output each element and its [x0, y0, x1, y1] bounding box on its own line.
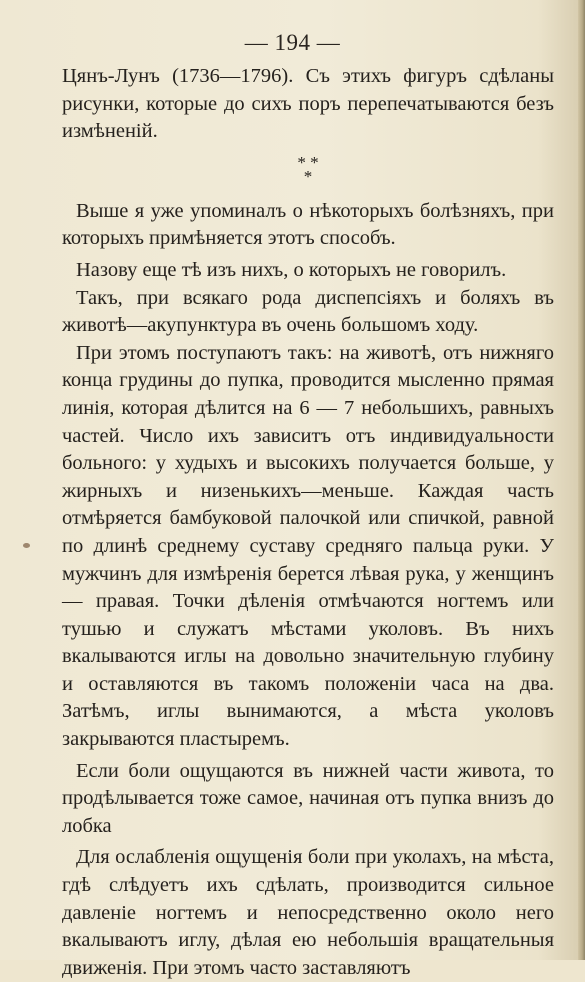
- ornament-top: * *: [297, 152, 319, 172]
- section-ornament: [62, 152, 554, 196]
- paragraph-3: Назову еще тѣ изъ нихъ, о которыхъ не говорилъ.: [76, 258, 507, 281]
- paragraph-6: Если боли ощущаются въ нижней части живота, то продѣлывается тоже самое, начиная отъ пупка внизъ до лобка: [62, 759, 554, 837]
- page-body: [62, 63, 554, 982]
- ornament-bottom: *: [303, 166, 313, 186]
- page-number: — 194 —: [244, 30, 341, 55]
- ink-blot: [23, 543, 30, 548]
- page-edge: [578, 0, 585, 960]
- paragraph-7: Для ослабленія ощущенія боли при уколахъ, на мѣста, гдѣ слѣдуетъ ихъ сдѣлать, производится сильное давленіе ногтемъ и непосредственно около него вкалываютъ иглу, дѣлая ею небольшія вращательныя движенія. При этомъ часто заставляютъ: [62, 846, 554, 979]
- paragraph-5: При этомъ поступаютъ такъ: на животѣ, отъ нижняго конца грудины до пупка, проводится мысленно прямая линія, которая дѣлится на 6 — 7 небольшихъ, равныхъ частей. Число ихъ зависитъ отъ индивидуальности больного: у худыхъ и высокихъ получается больше, у жирныхъ и низенькихъ—меньше. Каждая часть отмѣряется бамбуковой палочкой или спичкой, равной по длинѣ среднему суставу средняго пальца руки. У мужчинъ для измѣренія берется лѣвая рука, у женщинъ — правая. Точки дѣленія отмѣчаются ногтемъ или тушью и служатъ мѣстами уколовъ. Въ нихъ вкалываются иглы на довольно значительную глубину и оставляются въ такомъ положеніи часа на два. Затѣмъ, иглы вынимаются, а мѣста уколовъ закрываются пластыремъ.: [62, 341, 554, 751]
- paragraph-4: Такъ, при всякаго рода диспепсіяхъ и боляхъ въ животѣ—акупунктура въ очень большомъ ходу.: [62, 286, 554, 337]
- paragraph-1: Цянъ-Лунъ (1736—1796). Съ этихъ фигуръ сдѣланы рисунки, которые до сихъ поръ перепечатываются безъ измѣненій.: [62, 65, 554, 143]
- paragraph-2: Выше я уже упоминалъ о нѣкоторыхъ болѣзняхъ, при которыхъ примѣняется этотъ способъ.: [62, 199, 554, 250]
